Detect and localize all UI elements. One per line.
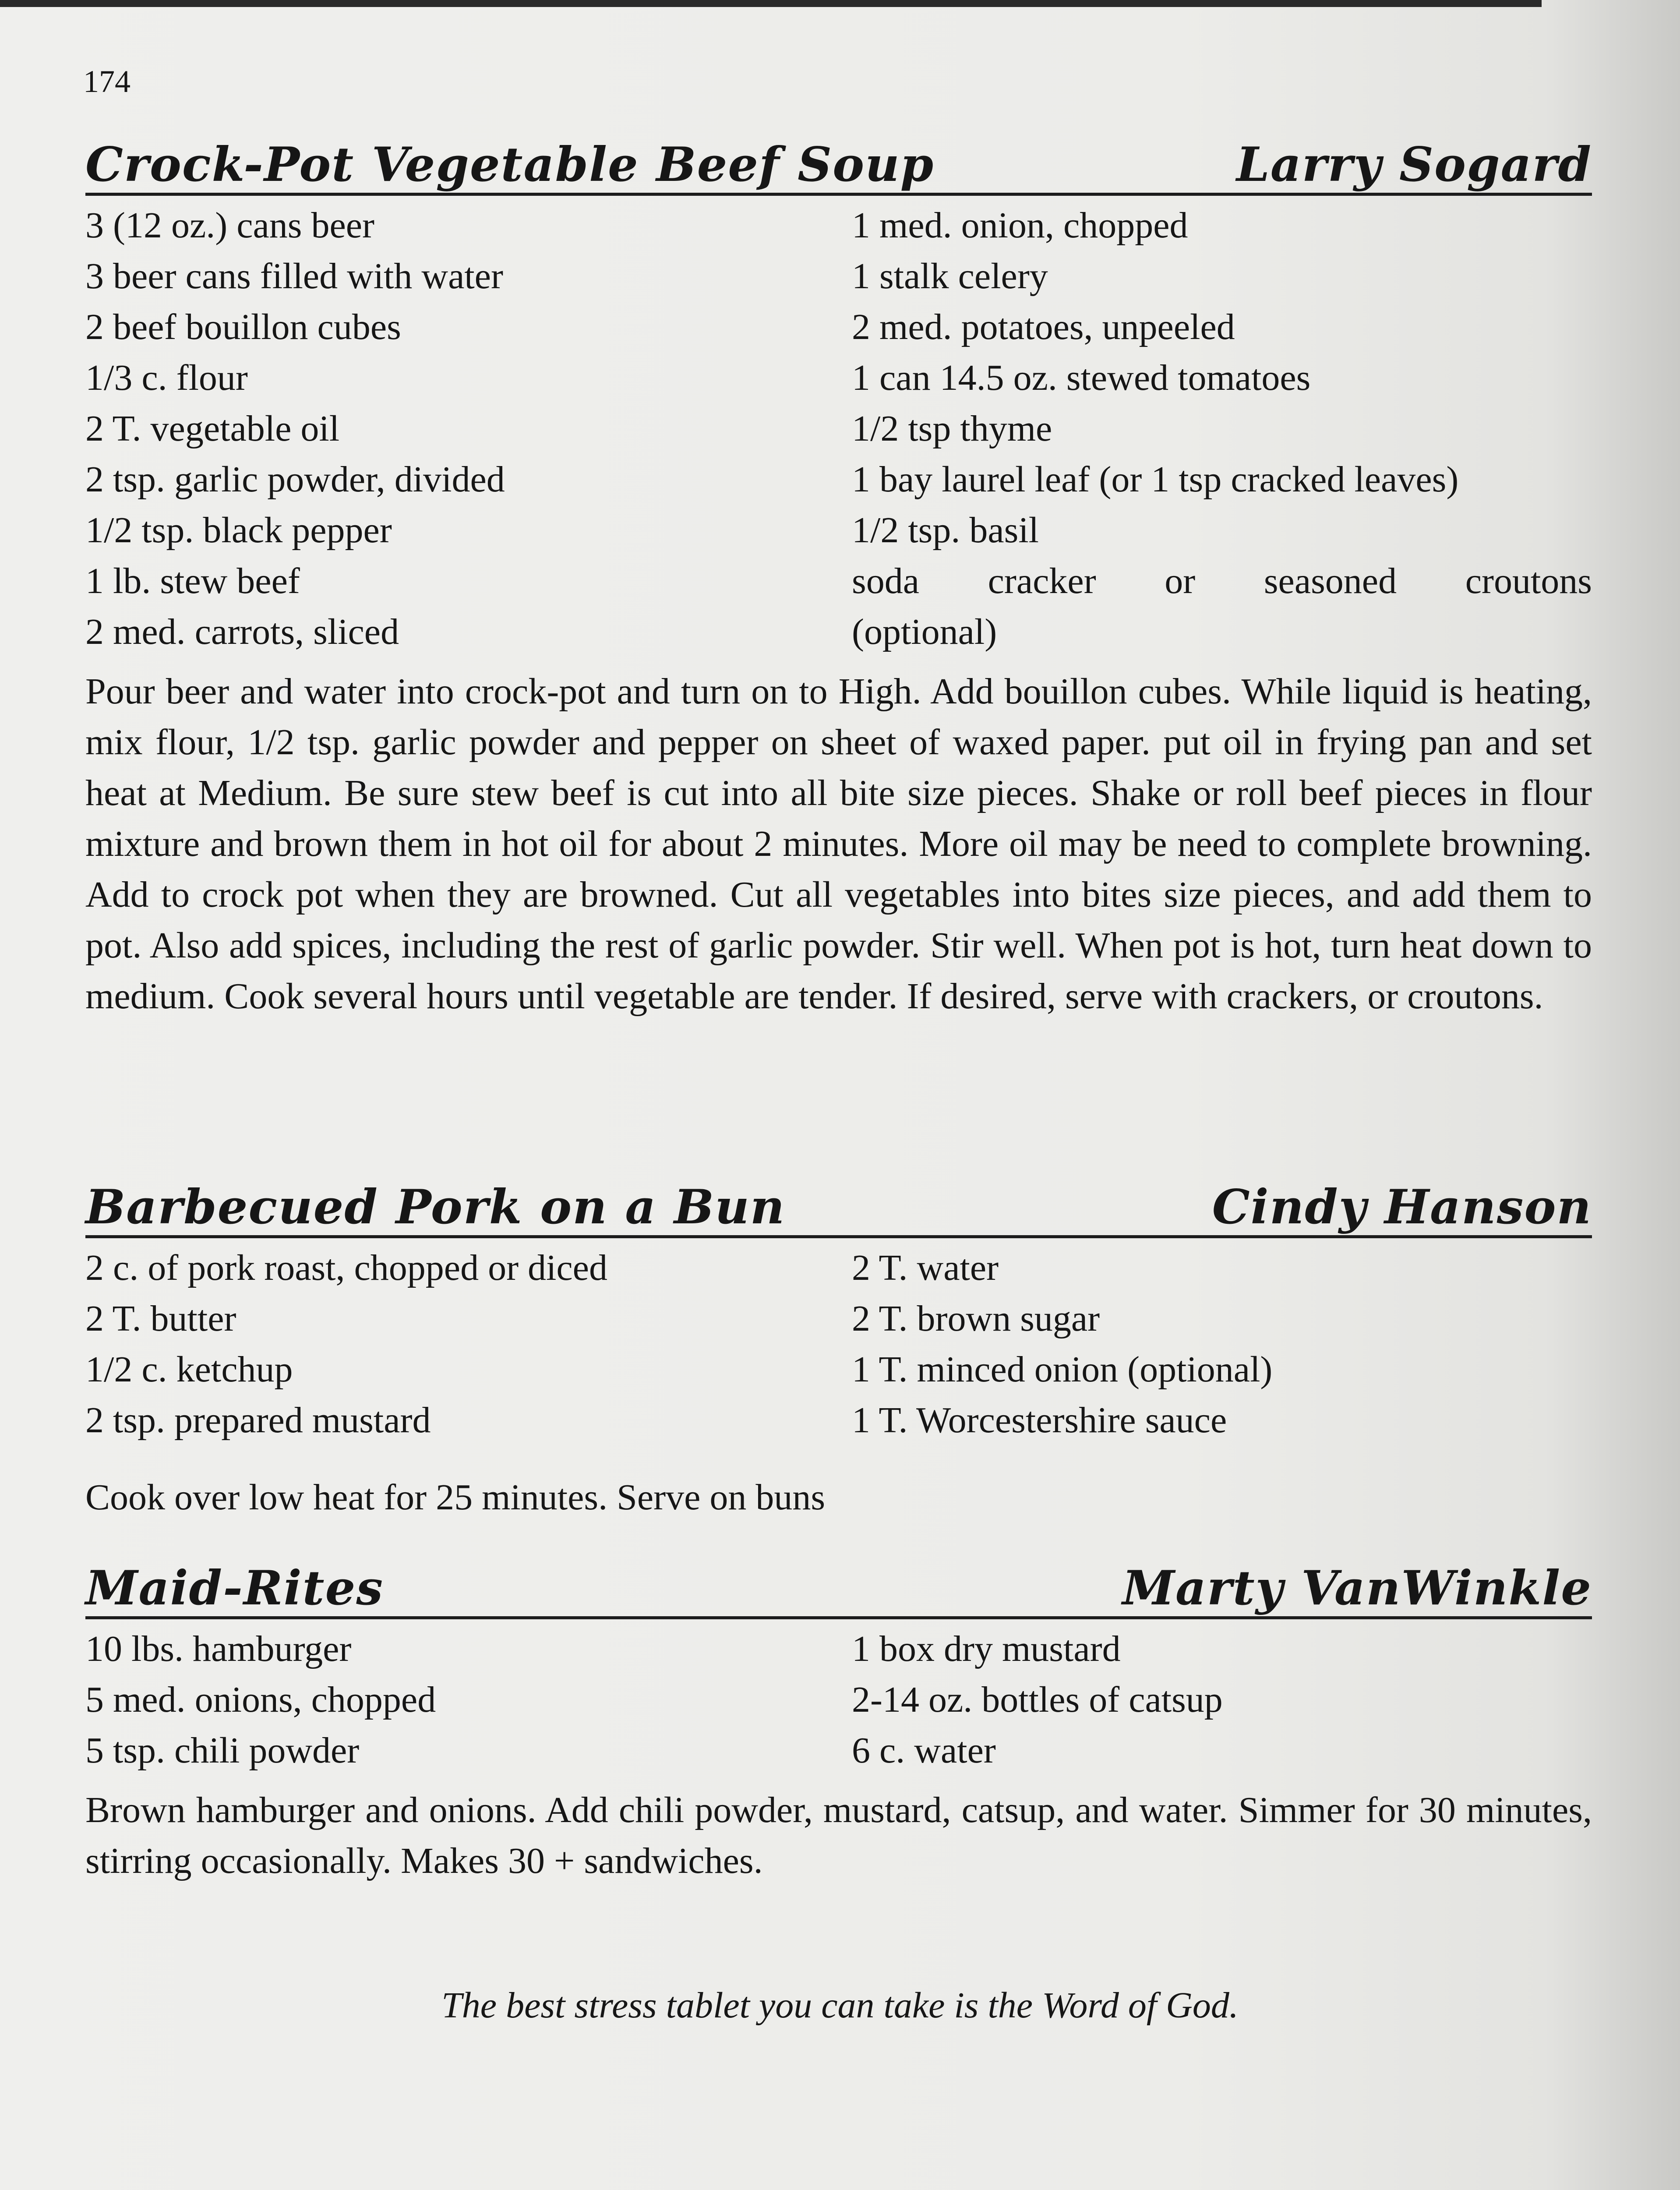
ingredient-item: 3 beer cans filled with water: [85, 256, 503, 297]
ingredient-item: 6 c. water: [852, 1730, 996, 1771]
recipe-author: Larry Sogard: [1236, 137, 1592, 192]
footer-quote: The best stress tablet you can take is the Word of God.: [441, 1985, 1239, 2026]
ingredient-columns: [85, 1243, 1592, 1446]
recipe-header: [85, 1551, 1592, 1619]
recipe-directions: Pour beer and water into crock-pot and turn on to High. Add bouillon cubes. While liquid is heating, mix flour, 1/2 tsp. garlic powder and pepper on sheet of waxed paper. put oil in frying pan and set heat at Medium. Be sure stew beef is cut into all bite size pieces. Shake or roll beef pieces in flour mixture and brown them in hot oil for about 2 minutes. More oil may be need to complete browning. Add to crock pot when they are browned. Cut all vegetables into bites size pieces, and add them to pot. Also add spices, including the rest of garlic powder. Stir well. When pot is hot, turn heat down to medium. Cook several hours until vegetable are tender. If desired, serve with crackers, or croutons.: [85, 671, 1592, 1017]
ingredient-column-right: [852, 200, 1592, 657]
ingredient-item: 1 lb. stew beef: [85, 561, 300, 601]
ingredient-item: 1/3 c. flour: [85, 357, 248, 398]
ingredient-item: 2 beef bouillon cubes: [85, 307, 401, 347]
ingredient-item: 1/2 tsp. black pepper: [85, 510, 392, 551]
ingredient-item: 2 tsp. prepared mustard: [85, 1400, 431, 1441]
ingredient-item: 1 T. minced onion (optional): [852, 1349, 1273, 1390]
ingredient-item: (optional): [852, 611, 997, 652]
ingredient-item: 1 med. onion, chopped: [852, 205, 1188, 246]
recipe-author: Marty VanWinkle: [1122, 1561, 1592, 1616]
recipe-header: [85, 127, 1592, 196]
ingredient-item: 2-14 oz. bottles of catsup: [852, 1679, 1223, 1720]
ingredient-item: 1 stalk celery: [852, 256, 1048, 297]
ingredient-column-left: [85, 1624, 852, 1776]
ingredient-item: 1 T. Worcestershire sauce: [852, 1400, 1227, 1441]
recipe-title: Barbecued Pork on a Bun: [85, 1180, 786, 1235]
recipe-section: [85, 1551, 1592, 1886]
recipe-section: [85, 1169, 1592, 1523]
ingredient-item: 2 T. butter: [85, 1298, 236, 1339]
ingredient-column-left: [85, 200, 852, 657]
ingredient-item: 1/2 tsp. basil: [852, 510, 1039, 551]
ingredient-item: 2 c. of pork roast, chopped or diced: [85, 1247, 607, 1288]
ingredient-item: 5 med. onions, chopped: [85, 1679, 436, 1720]
ingredient-item: 2 med. potatoes, unpeeled: [852, 307, 1235, 347]
ingredient-item: 1 can 14.5 oz. stewed tomatoes: [852, 357, 1311, 398]
recipe-section: [85, 127, 1592, 1022]
ingredient-item: 1/2 tsp thyme: [852, 408, 1052, 449]
page-number: 174: [83, 64, 131, 99]
ingredient-item: 2 tsp. garlic powder, divided: [85, 459, 505, 500]
ingredient-columns: [85, 200, 1592, 657]
ingredient-item: 3 (12 oz.) cans beer: [85, 205, 375, 246]
ingredient-item: 1 bay laurel leaf (or 1 tsp cracked leaves): [852, 459, 1459, 500]
recipe-title: Maid-Rites: [85, 1561, 384, 1616]
ingredient-column-left: [85, 1243, 852, 1446]
ingredient-item: 5 tsp. chili powder: [85, 1730, 360, 1771]
ingredient-column-right: [852, 1243, 1592, 1446]
ingredient-columns: [85, 1624, 1592, 1776]
ingredient-item: 2 med. carrots, sliced: [85, 611, 399, 652]
recipe-directions: Brown hamburger and onions. Add chili powder, mustard, catsup, and water. Simmer for 30 minutes, stirring occasionally. Makes 30 + sandwiches.: [85, 1790, 1592, 1881]
recipe-directions: Cook over low heat for 25 minutes. Serve on buns: [85, 1477, 826, 1518]
recipe-header: [85, 1169, 1592, 1238]
top-edge-rule: [0, 0, 1542, 7]
ingredient-item: 2 T. vegetable oil: [85, 408, 340, 449]
ingredient-column-right: [852, 1624, 1592, 1776]
recipe-title: Crock-Pot Vegetable Beef Soup: [85, 137, 935, 192]
recipe-author: Cindy Hanson: [1212, 1180, 1592, 1235]
ingredient-item: 10 lbs. hamburger: [85, 1628, 352, 1669]
ingredient-item: 2 T. brown sugar: [852, 1298, 1100, 1339]
ingredient-item: 1 box dry mustard: [852, 1628, 1121, 1669]
ingredient-item: soda cracker or seasoned croutons: [852, 561, 1592, 601]
ingredient-item: 2 T. water: [852, 1247, 999, 1288]
ingredient-item: 1/2 c. ketchup: [85, 1349, 293, 1390]
